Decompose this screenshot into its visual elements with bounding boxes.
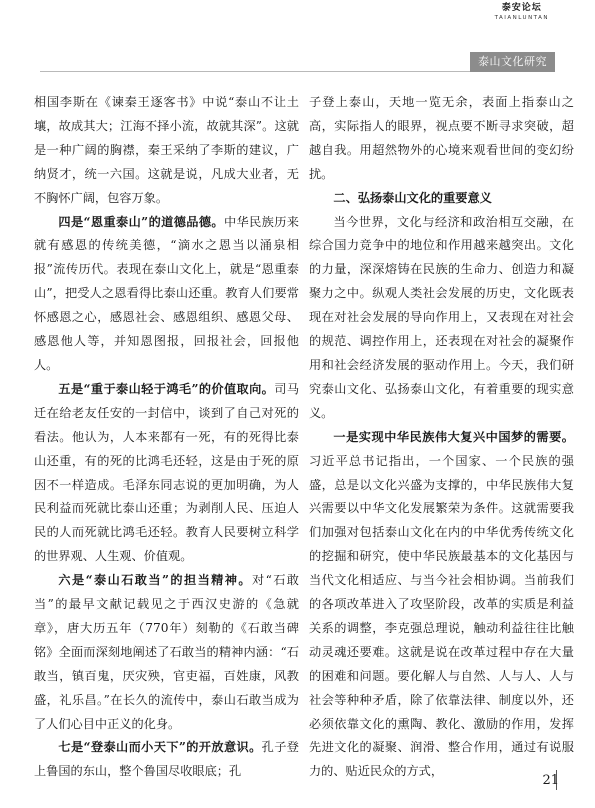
journal-brand-cn: 泰安论坛 bbox=[501, 3, 542, 13]
body-paragraph bbox=[34, 91, 299, 211]
body-paragraph bbox=[309, 91, 574, 187]
paragraph-text: 习近平总书记指出，一个国家、一个民族的强盛，总是以文化兴盛为支撑的，中华民族伟大复兴需要以中华文化发展繁荣为条件。这就需要我们加强对包括泰山文化在内的中华优秀传统文化的挖掘和研究，使中华民族最基本的文化基因与当代文化相适应、与当今社会相协调。当前我们的各项改革进入了攻坚阶段，改革的实质是利益关系的调整，李克强总理说，触动利益往往比触动灵魂还要难。这就是说在改革过程中存在大量的困难和问题。要化解人与自然、人与人、人与社会等种种矛盾，除了依靠法律、制度以外，还必须依靠文化的熏陶、教化、激励的作用，发挥先进文化的凝聚、润滑、整合作用，通过有说服力的、贴近民众的方式， bbox=[309, 453, 574, 779]
body-paragraph bbox=[34, 378, 299, 569]
body-paragraph bbox=[309, 426, 574, 785]
journal-brand-en: TAIANLUNTAN bbox=[494, 15, 549, 21]
body-paragraph bbox=[34, 211, 299, 378]
body-paragraph bbox=[309, 211, 574, 426]
paragraph-lead: 四是“恩重泰山”的道德品德。 bbox=[58, 214, 224, 229]
paragraph-lead: 七是“登泰山而小天下”的开放意识。 bbox=[58, 740, 262, 755]
section-heading: 二、弘扬泰山文化的重要意义 bbox=[333, 190, 492, 205]
journal-brand bbox=[495, 2, 549, 22]
header-rule bbox=[40, 71, 525, 72]
paragraph-text: 相国李斯在《谏秦王逐客书》中说“泰山不让土壤，故成其大；江海不择小流，故就其深”。这就是一种广阔的胸襟，秦王采纳了李斯的建议，广纳贤才，统一六国。这就是说，凡成大业者，无不胸怀广阔，包容万象。 bbox=[34, 95, 299, 205]
section-title: 泰山文化研究 bbox=[470, 52, 555, 72]
page-number: 21 bbox=[542, 773, 559, 788]
left-column bbox=[34, 91, 299, 784]
body-paragraph bbox=[34, 736, 299, 784]
paragraph-lead: 一是实现中华民族伟大复兴中国梦的需要。 bbox=[333, 429, 574, 444]
paragraph-text: 司马迁在给老友任安的一封信中，谈到了自己对死的看法。他认为，人本来都有一死，有的死得比泰山还重，有的死的比鸿毛还轻，这是由于死的原因不一样造成。毛泽东同志说的更加明确，为人民利益而死就比泰山还重；为剥削人民、压迫人民的人而死就比鸿毛还轻。教育人民要树立科学的世界观、人生观、价值观。 bbox=[34, 381, 300, 564]
body-paragraph bbox=[34, 569, 299, 736]
paragraph-text: 子登上泰山，天地一览无余，表面上指泰山之高，实际指人的眼界，视点要不断寻求突破，超越自我。用超然物外的心境来观看世间的变幻纷扰。 bbox=[309, 95, 574, 181]
paragraph-lead: 六是“泰山石敢当”的担当精神。 bbox=[58, 573, 252, 588]
right-column bbox=[309, 91, 574, 784]
paragraph-text: 中华民族历来就有感恩的传统美德，“滴水之恩当以涌泉相报”流传历代。表现在泰山文化上，就是“恩重泰山”，把受人之恩看得比泰山还重。教育人们要常怀感恩之心，感恩社会、感恩组织、感恩父母、感恩他人等，并知恩图报，回报社会，回报他人。 bbox=[34, 214, 299, 372]
paragraph-text: 对“石敢当”的最早文献记载见之于西汉史游的《急就章》，唐大历五年（770年）刻勒的《石敢当碑铭》全面而深刻地阐述了石敢当的精神内涵：“石敢当，镇百鬼，厌灾殃，官吏福，百姓康，风教盛，礼乐昌。”在长久的流传中，泰山石敢当成为了人们心目中正义的化身。 bbox=[34, 573, 299, 731]
paragraph-text: 当今世界，文化与经济和政治相互交融，在综合国力竞争中的地位和作用越来越突出。文化的力量，深深熔铸在民族的生命力、创造力和凝聚力之中。纵观人类社会发展的历史，文化既表现在对社会发展的导向作用上，又表现在对社会的规范、调控作用上，还表现在对社会的凝聚作用和社会经济发展的驱动作用上。今天，我们研究泰山文化、弘扬泰山文化，有着重要的现实意义。 bbox=[309, 214, 574, 420]
paragraph-text: 孔子登上鲁国的东山，整个鲁国尽收眼底；孔 bbox=[34, 740, 299, 779]
paragraph-lead: 五是“重于泰山轻于鸿毛”的价值取向。 bbox=[58, 381, 275, 396]
